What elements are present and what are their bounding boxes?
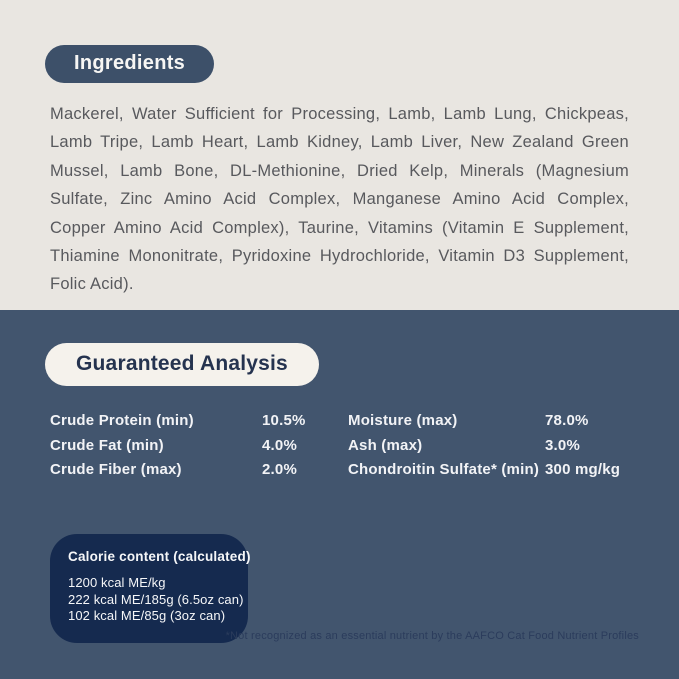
analysis-label: Crude Fiber (max) bbox=[50, 461, 182, 479]
ingredients-title: Ingredients bbox=[74, 52, 186, 74]
analysis-value: 10.5% bbox=[262, 412, 306, 429]
calorie-line: 222 kcal ME/185g (6.5oz can) bbox=[68, 591, 244, 607]
analysis-value: 300 mg/kg bbox=[545, 461, 621, 479]
analysis-heading-pill bbox=[45, 343, 319, 386]
analysis-value: 2.0% bbox=[262, 461, 297, 479]
analysis-table bbox=[50, 409, 679, 483]
analysis-title: Guaranteed Analysis bbox=[76, 352, 288, 375]
analysis-label: Crude Fat (min) bbox=[50, 436, 164, 454]
calorie-content-box bbox=[50, 534, 251, 643]
analysis-value: 78.0% bbox=[545, 412, 589, 429]
calorie-line: 1200 kcal ME/kg bbox=[68, 575, 166, 590]
analysis-label: Ash (max) bbox=[348, 436, 423, 454]
analysis-label: Moisture (max) bbox=[348, 412, 458, 429]
analysis-label: Chondroitin Sulfate* (min) bbox=[348, 461, 540, 479]
aafco-footnote: *Not recognized as an essential nutrient by the AAFCO Cat Food Nutrient Profiles bbox=[225, 630, 639, 642]
ingredients-section bbox=[0, 0, 679, 310]
ingredients-list-text: Mackerel, Water Sufficient for Processing, Lamb, Lamb Lung, Chickpeas, Lamb Tripe, Lamb Heart, Lamb Kidney, Lamb Liver, New Zealand Green Mussel, Lamb Bone, DL-Methionine, Dried Kelp, Minerals (Magnesium Sulfate, Zinc Amino Acid Complex, Manganese Amino Acid Complex, Copper Amino Acid Complex), Taurine, Vitamins (Vitamin E Supplement, Thiamine Mononitrate, Pyridoxine Hydrochloride, Vitamin D3 Supplement, Folic Acid). bbox=[50, 105, 629, 294]
guaranteed-analysis-section bbox=[0, 310, 679, 679]
analysis-value: 4.0% bbox=[262, 436, 297, 454]
ingredients-heading-pill bbox=[45, 45, 214, 83]
calorie-content-lines bbox=[68, 575, 244, 625]
analysis-value: 3.0% bbox=[545, 436, 580, 454]
calorie-content-title: Calorie content (calculated) bbox=[68, 549, 251, 564]
calorie-line: 102 kcal ME/85g (3oz can) bbox=[68, 608, 226, 623]
analysis-label: Crude Protein (min) bbox=[50, 412, 194, 429]
